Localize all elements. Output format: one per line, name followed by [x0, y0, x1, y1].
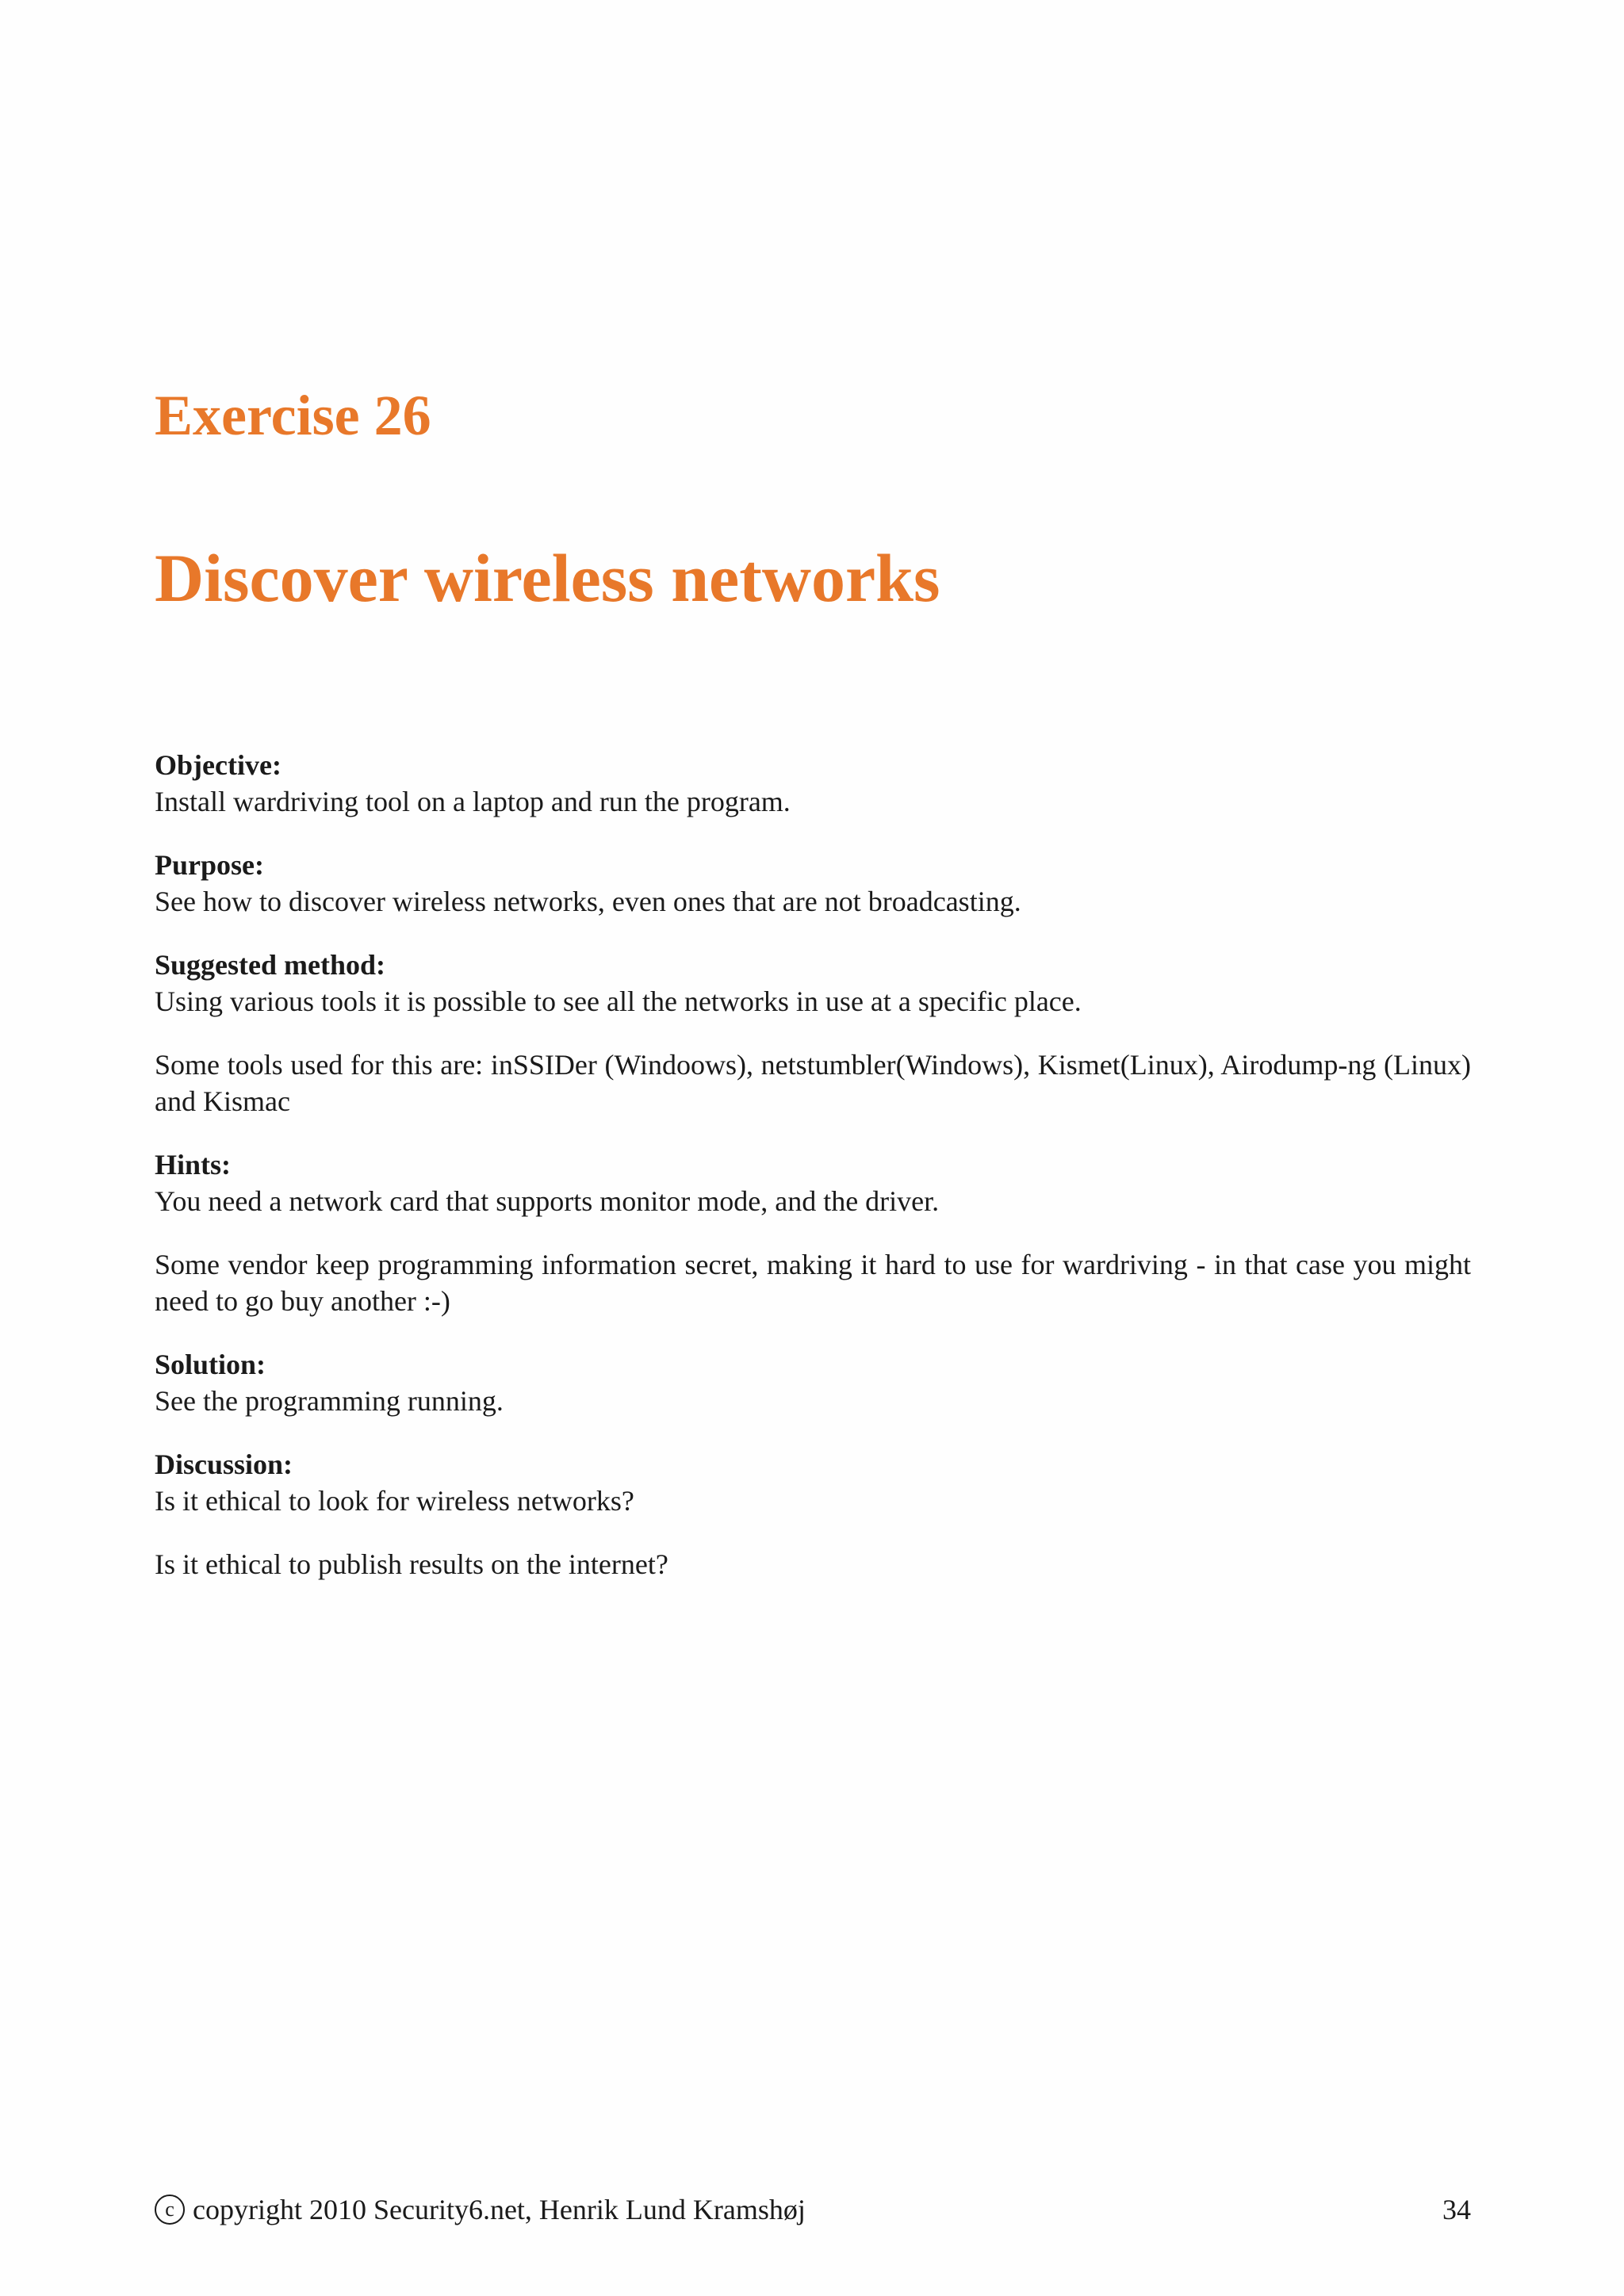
section-purpose: [155, 847, 1471, 920]
chapter-title: Discover wireless networks: [155, 540, 940, 616]
footer-copyright: [155, 2191, 806, 2228]
section-heading: Purpose:: [155, 849, 264, 881]
section-heading: Hints:: [155, 1149, 232, 1181]
paragraph: See the programming running.: [155, 1385, 504, 1417]
paragraph: You need a network card that supports monitor mode, and the driver.: [155, 1185, 940, 1217]
exercise-body: [155, 747, 1471, 1609]
section-hints: [155, 1146, 1471, 1319]
page-number: 34: [1442, 2194, 1471, 2225]
chapter-label: Exercise 26: [155, 384, 431, 447]
paragraph: Some tools used for this are: inSSIDer (Windoows), netstumbler(Windows), Kismet(Linux), Airodump-ng (Linux) and Kismac: [155, 1049, 1471, 1117]
paragraph: Some vendor keep programming information secret, making it hard to use for wardriving - in that case you might need to go buy another :-): [155, 1249, 1471, 1317]
section-discussion: [155, 1446, 1471, 1582]
paragraph: Is it ethical to look for wireless networks?: [155, 1485, 634, 1517]
paragraph: Install wardriving tool on a laptop and run the program.: [155, 786, 791, 817]
section-heading: Suggested method:: [155, 949, 386, 981]
section-heading: Solution:: [155, 1349, 266, 1380]
paragraph: Using various tools it is possible to see all the networks in use at a specific place.: [155, 985, 1082, 1017]
page-footer: [155, 2191, 1471, 2228]
section-suggested-method: [155, 947, 1471, 1119]
paragraph: See how to discover wireless networks, even ones that are not broadcasting.: [155, 886, 1021, 917]
section-solution: [155, 1346, 1471, 1419]
section-objective: [155, 747, 1471, 820]
copyright-text: copyright 2010 Security6.net, Henrik Lund Kramshøj: [193, 2194, 806, 2225]
section-heading: Objective:: [155, 749, 282, 781]
copyright-icon: c: [155, 2195, 185, 2225]
paragraph: Is it ethical to publish results on the internet?: [155, 1548, 668, 1580]
section-heading: Discussion:: [155, 1448, 293, 1480]
